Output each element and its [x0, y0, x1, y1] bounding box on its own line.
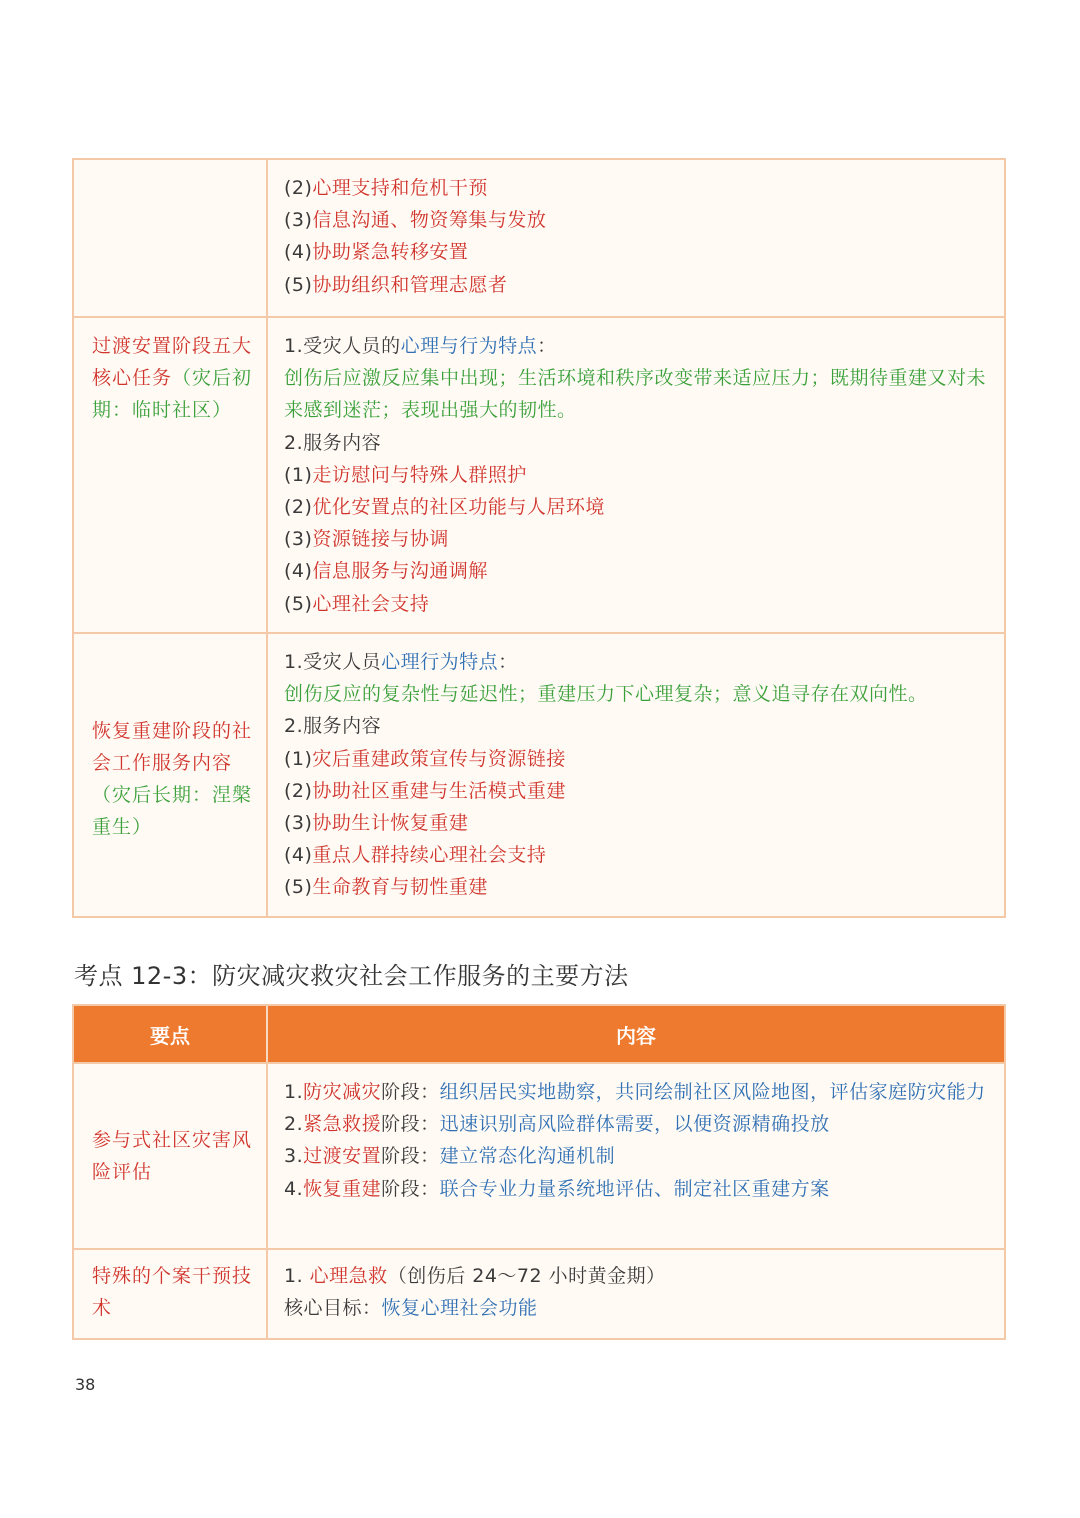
content-segment: 优化安置点的社区功能与人居环境	[312, 496, 605, 519]
content-segment: (2)	[284, 177, 313, 199]
content-segment: 生命教育与韧性重建	[312, 876, 488, 899]
content-segment: 过渡安置	[303, 1145, 382, 1168]
row-content	[268, 318, 1004, 632]
content-segment: (5)	[284, 592, 313, 615]
content-segment: （创伤后 24～72 小时黄金期）	[387, 1265, 666, 1287]
content-line	[284, 204, 986, 236]
content-line	[284, 172, 986, 204]
content-line	[284, 588, 986, 620]
content-segment: 1.	[284, 1265, 310, 1287]
table-row	[74, 634, 1004, 916]
content-line	[284, 1108, 986, 1140]
content-segment: 联合专业力量系统地评估、制定社区重建方案	[439, 1177, 830, 1200]
row-content	[268, 1064, 1004, 1248]
row-label-text	[92, 330, 256, 426]
row-label	[74, 318, 268, 632]
content-segment: 资源链接与协调	[312, 528, 449, 551]
content-line	[284, 1260, 986, 1292]
header-key-points: 要点	[74, 1006, 268, 1062]
header-content: 内容	[616, 1023, 656, 1048]
content-segment: (1)	[284, 747, 313, 770]
content-segment: 阶段：	[381, 1177, 440, 1200]
table-service-stages	[72, 158, 1006, 918]
row-label	[74, 160, 268, 316]
content-segment: 3.	[284, 1145, 304, 1168]
content-segment: 信息沟通、物资筹集与发放	[312, 209, 547, 232]
content-segment: 心理行为特点	[381, 651, 499, 673]
content-segment: (4)	[284, 560, 313, 583]
section-title: 考点 12-3：防灾减灾救灾社会工作服务的主要方法	[74, 962, 629, 990]
content-segment: 迅速识别高风险群体需要，以便资源精确投放	[439, 1113, 830, 1136]
content-segment: (1)	[284, 463, 313, 486]
label-segment: 特殊的个案干预技术	[92, 1265, 253, 1319]
content-segment: 信息服务与沟通调解	[312, 560, 488, 583]
row-label	[74, 634, 268, 916]
content-segment: 组织居民实地勘察，共同绘制社区风险地图，评估家庭防灾能力	[439, 1081, 986, 1103]
content-segment: 阶段：	[381, 1113, 440, 1136]
content-segment: 2.服务内容	[284, 715, 382, 738]
content-segment: ：	[537, 335, 557, 357]
content-segment: 创伤后应激反应集中出现；生活环境和秩序改变带来适应压力；既期待重建又对未来感到迷茫；表现出强大的韧性。	[284, 367, 987, 422]
content-segment: 恢复心理社会功能	[381, 1297, 538, 1320]
content-segment: 1.受灾人员的	[284, 335, 401, 357]
content-line	[284, 839, 986, 871]
content-segment: 心理社会支持	[312, 592, 430, 615]
content-line	[284, 678, 986, 710]
table-methods	[72, 1004, 1006, 1340]
content-segment: 1.受灾人员	[284, 651, 382, 673]
page-number: 38	[75, 1375, 96, 1394]
content-segment: 创伤反应的复杂性与延迟性；重建压力下心理复杂；意义追寻存在双向性。	[284, 683, 928, 706]
content-line	[284, 743, 986, 775]
content-line	[284, 330, 986, 362]
content-segment: 心理支持和危机干预	[312, 177, 488, 199]
content-line	[284, 646, 986, 678]
content-line	[284, 1292, 986, 1324]
content-segment: 协助社区重建与生活模式重建	[312, 779, 566, 802]
content-segment: 重点人群持续心理社会支持	[312, 844, 547, 867]
row-content	[268, 634, 1004, 916]
content-segment: 阶段：	[381, 1145, 440, 1168]
label-segment: （灾后初期：临时社区）	[92, 367, 253, 421]
content-segment: 协助紧急转移安置	[312, 241, 469, 264]
content-line	[284, 459, 986, 491]
content-segment: 协助组织和管理志愿者	[312, 273, 508, 296]
content-line	[284, 1173, 986, 1205]
content-line	[284, 807, 986, 839]
content-line	[284, 269, 986, 301]
content-line	[284, 1140, 986, 1172]
content-line	[284, 555, 986, 587]
label-segment: 恢复重建阶段的社会工作服务内容	[92, 720, 253, 774]
table-header	[74, 1006, 1004, 1064]
row-label	[74, 1250, 268, 1338]
content-segment: 核心目标：	[284, 1297, 382, 1320]
row-label-text	[92, 1124, 256, 1188]
content-segment: 紧急救援	[303, 1113, 382, 1136]
label-segment: （灾后长期：涅槃重生）	[92, 784, 253, 838]
content-line	[284, 1076, 986, 1108]
content-segment: 2.服务内容	[284, 431, 382, 454]
row-content	[268, 160, 1004, 316]
content-segment: (2)	[284, 496, 313, 519]
content-line	[284, 871, 986, 903]
content-segment: 1.	[284, 1081, 304, 1103]
content-segment: 4.	[284, 1177, 304, 1200]
content-line	[284, 362, 986, 426]
table-row	[74, 1250, 1004, 1338]
content-segment: 2.	[284, 1113, 304, 1136]
label-segment: 过渡安置阶段五大核心任务	[92, 335, 253, 389]
content-line	[284, 523, 986, 555]
content-segment: (3)	[284, 528, 313, 551]
label-segment: 参与式社区灾害风险评估	[92, 1129, 253, 1183]
table-row	[74, 318, 1004, 634]
content-segment: 阶段：	[381, 1081, 440, 1103]
content-segment: (3)	[284, 209, 313, 232]
content-line	[284, 427, 986, 459]
table-row	[74, 160, 1004, 318]
content-segment: (2)	[284, 779, 313, 802]
content-segment: 心理与行为特点	[400, 335, 538, 357]
content-segment: 走访慰问与特殊人群照护	[312, 463, 527, 486]
content-line	[284, 236, 986, 268]
content-segment: 心理急救	[309, 1265, 388, 1287]
content-segment: 防灾减灾	[303, 1081, 382, 1103]
row-label-text	[92, 1260, 256, 1324]
content-segment: (4)	[284, 844, 313, 867]
content-segment: (3)	[284, 812, 313, 835]
table-row	[74, 1064, 1004, 1250]
content-segment: 建立常态化沟通机制	[439, 1145, 616, 1168]
content-segment: 恢复重建	[303, 1177, 382, 1200]
row-content	[268, 1250, 1004, 1338]
content-segment: (5)	[284, 273, 313, 296]
content-segment: 协助生计恢复重建	[312, 812, 469, 835]
content-line	[284, 775, 986, 807]
row-label-text	[92, 715, 256, 843]
row-label	[74, 1064, 268, 1248]
content-segment: (5)	[284, 876, 313, 899]
content-segment: (4)	[284, 241, 313, 264]
content-line	[284, 491, 986, 523]
content-segment: 灾后重建政策宣传与资源链接	[312, 747, 566, 770]
content-line	[284, 710, 986, 742]
content-segment: ：	[498, 651, 518, 673]
